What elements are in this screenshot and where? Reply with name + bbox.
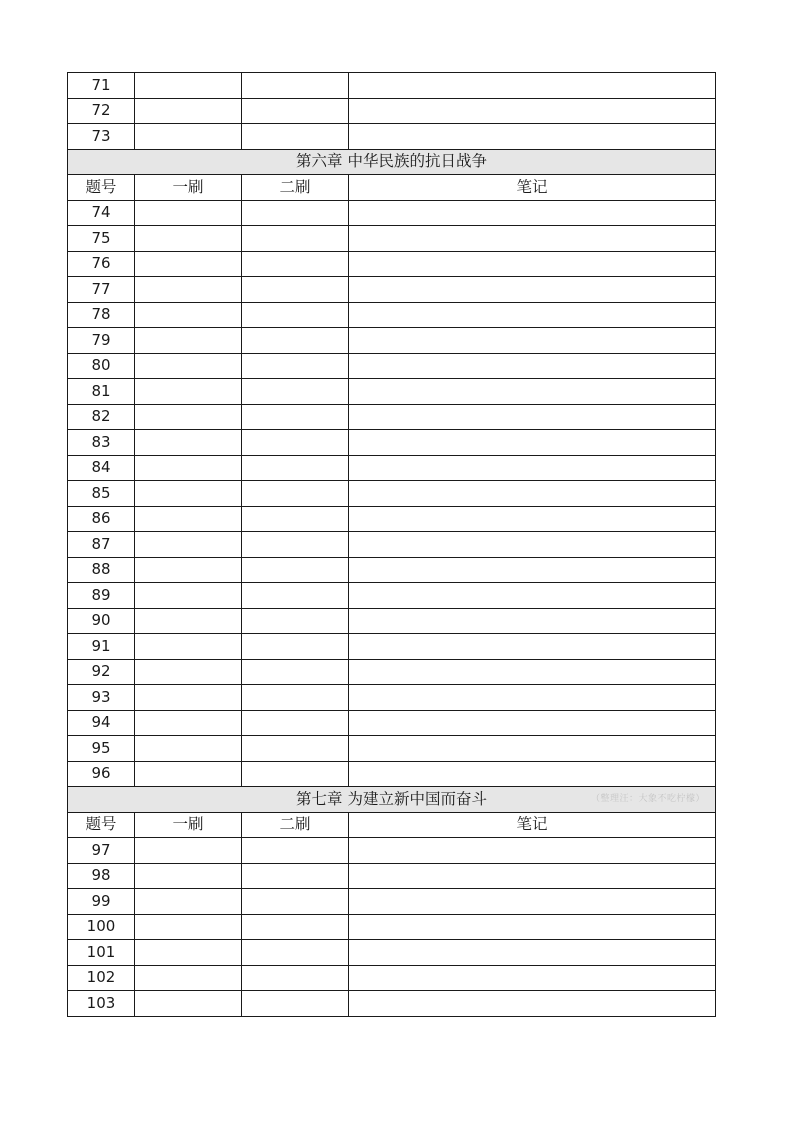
second-pass-cell[interactable] bbox=[242, 914, 349, 940]
question-row bbox=[68, 481, 716, 507]
second-pass-cell[interactable] bbox=[242, 634, 349, 660]
second-pass-cell[interactable] bbox=[242, 506, 349, 532]
first-pass-cell[interactable] bbox=[135, 965, 242, 991]
first-pass-cell[interactable] bbox=[135, 226, 242, 252]
first-pass-cell[interactable] bbox=[135, 608, 242, 634]
first-pass-cell[interactable] bbox=[135, 736, 242, 762]
question-number-cell: 101 bbox=[68, 940, 135, 966]
second-pass-cell[interactable] bbox=[242, 200, 349, 226]
review-log-sheet bbox=[67, 72, 715, 1017]
question-number-cell: 78 bbox=[68, 302, 135, 328]
notes-cell[interactable] bbox=[349, 736, 716, 762]
notes-cell[interactable] bbox=[349, 251, 716, 277]
question-number-cell: 73 bbox=[68, 124, 135, 150]
second-pass-cell[interactable] bbox=[242, 481, 349, 507]
notes-cell[interactable] bbox=[349, 328, 716, 354]
second-pass-cell[interactable] bbox=[242, 710, 349, 736]
question-number-cell: 74 bbox=[68, 200, 135, 226]
question-row bbox=[68, 557, 716, 583]
notes-cell[interactable] bbox=[349, 991, 716, 1017]
notes-cell[interactable] bbox=[349, 685, 716, 711]
first-pass-cell[interactable] bbox=[135, 379, 242, 405]
notes-cell[interactable] bbox=[349, 532, 716, 558]
second-pass-cell[interactable] bbox=[242, 379, 349, 405]
first-pass-cell[interactable] bbox=[135, 863, 242, 889]
chapter-title-cell bbox=[68, 787, 716, 813]
first-pass-cell[interactable] bbox=[135, 659, 242, 685]
first-pass-cell[interactable] bbox=[135, 353, 242, 379]
header-notes: 笔记 bbox=[349, 175, 716, 201]
chapter-title-row bbox=[68, 787, 716, 813]
first-pass-cell[interactable] bbox=[135, 940, 242, 966]
first-pass-cell[interactable] bbox=[135, 98, 242, 124]
first-pass-cell[interactable] bbox=[135, 404, 242, 430]
notes-cell[interactable] bbox=[349, 634, 716, 660]
question-number-cell: 91 bbox=[68, 634, 135, 660]
header-question-number: 题号 bbox=[68, 175, 135, 201]
question-number-cell: 102 bbox=[68, 965, 135, 991]
first-pass-cell[interactable] bbox=[135, 200, 242, 226]
first-pass-cell[interactable] bbox=[135, 710, 242, 736]
first-pass-cell[interactable] bbox=[135, 302, 242, 328]
question-number-cell: 76 bbox=[68, 251, 135, 277]
table-body bbox=[68, 73, 716, 1017]
question-number-cell: 97 bbox=[68, 838, 135, 864]
notes-cell[interactable] bbox=[349, 481, 716, 507]
header-first-pass: 一刷 bbox=[135, 812, 242, 838]
question-number-cell: 84 bbox=[68, 455, 135, 481]
second-pass-cell[interactable] bbox=[242, 404, 349, 430]
first-pass-cell[interactable] bbox=[135, 838, 242, 864]
second-pass-cell[interactable] bbox=[242, 659, 349, 685]
chapter-title: 第六章 中华民族的抗日战争 bbox=[296, 152, 487, 170]
second-pass-cell[interactable] bbox=[242, 991, 349, 1017]
second-pass-cell[interactable] bbox=[242, 940, 349, 966]
question-row bbox=[68, 404, 716, 430]
question-row bbox=[68, 863, 716, 889]
notes-cell[interactable] bbox=[349, 124, 716, 150]
question-number-cell: 89 bbox=[68, 583, 135, 609]
question-row bbox=[68, 353, 716, 379]
second-pass-cell[interactable] bbox=[242, 124, 349, 150]
question-number-cell: 81 bbox=[68, 379, 135, 405]
notes-cell[interactable] bbox=[349, 200, 716, 226]
question-row bbox=[68, 455, 716, 481]
first-pass-cell[interactable] bbox=[135, 251, 242, 277]
first-pass-cell[interactable] bbox=[135, 481, 242, 507]
question-number-cell: 82 bbox=[68, 404, 135, 430]
notes-cell[interactable] bbox=[349, 353, 716, 379]
second-pass-cell[interactable] bbox=[242, 608, 349, 634]
second-pass-cell[interactable] bbox=[242, 965, 349, 991]
second-pass-cell[interactable] bbox=[242, 838, 349, 864]
question-row bbox=[68, 302, 716, 328]
notes-cell[interactable] bbox=[349, 73, 716, 99]
question-number-cell: 94 bbox=[68, 710, 135, 736]
question-row bbox=[68, 736, 716, 762]
question-number-cell: 85 bbox=[68, 481, 135, 507]
first-pass-cell[interactable] bbox=[135, 914, 242, 940]
notes-cell[interactable] bbox=[349, 430, 716, 456]
question-row bbox=[68, 940, 716, 966]
review-log-table bbox=[67, 72, 716, 1017]
question-row bbox=[68, 379, 716, 405]
question-row bbox=[68, 761, 716, 787]
notes-cell[interactable] bbox=[349, 506, 716, 532]
question-row bbox=[68, 328, 716, 354]
second-pass-cell[interactable] bbox=[242, 583, 349, 609]
first-pass-cell[interactable] bbox=[135, 557, 242, 583]
second-pass-cell[interactable] bbox=[242, 863, 349, 889]
second-pass-cell[interactable] bbox=[242, 251, 349, 277]
first-pass-cell[interactable] bbox=[135, 634, 242, 660]
question-row bbox=[68, 226, 716, 252]
second-pass-cell[interactable] bbox=[242, 557, 349, 583]
notes-cell[interactable] bbox=[349, 710, 716, 736]
first-pass-cell[interactable] bbox=[135, 124, 242, 150]
first-pass-cell[interactable] bbox=[135, 328, 242, 354]
question-row bbox=[68, 532, 716, 558]
first-pass-cell[interactable] bbox=[135, 73, 242, 99]
question-number-cell: 92 bbox=[68, 659, 135, 685]
question-number-cell: 79 bbox=[68, 328, 135, 354]
second-pass-cell[interactable] bbox=[242, 98, 349, 124]
question-number-cell: 77 bbox=[68, 277, 135, 303]
notes-cell[interactable] bbox=[349, 863, 716, 889]
column-header-row bbox=[68, 812, 716, 838]
notes-cell[interactable] bbox=[349, 98, 716, 124]
second-pass-cell[interactable] bbox=[242, 761, 349, 787]
question-row bbox=[68, 200, 716, 226]
notes-cell[interactable] bbox=[349, 838, 716, 864]
question-number-cell: 95 bbox=[68, 736, 135, 762]
notes-cell[interactable] bbox=[349, 302, 716, 328]
second-pass-cell[interactable] bbox=[242, 73, 349, 99]
second-pass-cell[interactable] bbox=[242, 226, 349, 252]
question-number-cell: 87 bbox=[68, 532, 135, 558]
watermark-text: （整理汪：大象不吃柠檬） bbox=[590, 794, 705, 804]
second-pass-cell[interactable] bbox=[242, 889, 349, 915]
second-pass-cell[interactable] bbox=[242, 736, 349, 762]
second-pass-cell[interactable] bbox=[242, 353, 349, 379]
question-row bbox=[68, 965, 716, 991]
question-row bbox=[68, 608, 716, 634]
question-number-cell: 90 bbox=[68, 608, 135, 634]
question-row bbox=[68, 251, 716, 277]
question-row bbox=[68, 710, 716, 736]
header-notes: 笔记 bbox=[349, 812, 716, 838]
question-number-cell: 93 bbox=[68, 685, 135, 711]
question-number-cell: 80 bbox=[68, 353, 135, 379]
notes-cell[interactable] bbox=[349, 404, 716, 430]
header-second-pass: 二刷 bbox=[242, 812, 349, 838]
notes-cell[interactable] bbox=[349, 914, 716, 940]
question-number-cell: 99 bbox=[68, 889, 135, 915]
header-first-pass: 一刷 bbox=[135, 175, 242, 201]
second-pass-cell[interactable] bbox=[242, 685, 349, 711]
notes-cell[interactable] bbox=[349, 761, 716, 787]
header-second-pass: 二刷 bbox=[242, 175, 349, 201]
first-pass-cell[interactable] bbox=[135, 889, 242, 915]
second-pass-cell[interactable] bbox=[242, 277, 349, 303]
second-pass-cell[interactable] bbox=[242, 455, 349, 481]
question-number-cell: 83 bbox=[68, 430, 135, 456]
notes-cell[interactable] bbox=[349, 940, 716, 966]
question-row bbox=[68, 838, 716, 864]
notes-cell[interactable] bbox=[349, 455, 716, 481]
first-pass-cell[interactable] bbox=[135, 430, 242, 456]
first-pass-cell[interactable] bbox=[135, 685, 242, 711]
first-pass-cell[interactable] bbox=[135, 277, 242, 303]
question-row bbox=[68, 889, 716, 915]
question-row bbox=[68, 506, 716, 532]
notes-cell[interactable] bbox=[349, 277, 716, 303]
first-pass-cell[interactable] bbox=[135, 583, 242, 609]
question-row bbox=[68, 659, 716, 685]
question-number-cell: 100 bbox=[68, 914, 135, 940]
notes-cell[interactable] bbox=[349, 557, 716, 583]
second-pass-cell[interactable] bbox=[242, 430, 349, 456]
question-row bbox=[68, 914, 716, 940]
chapter-title: 第七章 为建立新中国而奋斗 bbox=[296, 789, 487, 808]
notes-cell[interactable] bbox=[349, 226, 716, 252]
question-row bbox=[68, 73, 716, 99]
notes-cell[interactable] bbox=[349, 583, 716, 609]
question-number-cell: 86 bbox=[68, 506, 135, 532]
notes-cell[interactable] bbox=[349, 608, 716, 634]
question-number-cell: 98 bbox=[68, 863, 135, 889]
question-number-cell: 88 bbox=[68, 557, 135, 583]
first-pass-cell[interactable] bbox=[135, 991, 242, 1017]
second-pass-cell[interactable] bbox=[242, 532, 349, 558]
notes-cell[interactable] bbox=[349, 965, 716, 991]
question-row bbox=[68, 277, 716, 303]
question-number-cell: 71 bbox=[68, 73, 135, 99]
question-row bbox=[68, 124, 716, 150]
question-row bbox=[68, 430, 716, 456]
question-row bbox=[68, 991, 716, 1017]
question-number-cell: 96 bbox=[68, 761, 135, 787]
question-row bbox=[68, 634, 716, 660]
question-number-cell: 72 bbox=[68, 98, 135, 124]
first-pass-cell[interactable] bbox=[135, 532, 242, 558]
question-row bbox=[68, 685, 716, 711]
column-header-row bbox=[68, 175, 716, 201]
header-question-number: 题号 bbox=[68, 812, 135, 838]
first-pass-cell[interactable] bbox=[135, 761, 242, 787]
chapter-title-row bbox=[68, 149, 716, 175]
notes-cell[interactable] bbox=[349, 659, 716, 685]
notes-cell[interactable] bbox=[349, 889, 716, 915]
chapter-title-cell bbox=[68, 149, 716, 175]
second-pass-cell[interactable] bbox=[242, 328, 349, 354]
first-pass-cell[interactable] bbox=[135, 506, 242, 532]
question-number-cell: 75 bbox=[68, 226, 135, 252]
question-number-cell: 103 bbox=[68, 991, 135, 1017]
second-pass-cell[interactable] bbox=[242, 302, 349, 328]
question-row bbox=[68, 98, 716, 124]
question-row bbox=[68, 583, 716, 609]
first-pass-cell[interactable] bbox=[135, 455, 242, 481]
notes-cell[interactable] bbox=[349, 379, 716, 405]
